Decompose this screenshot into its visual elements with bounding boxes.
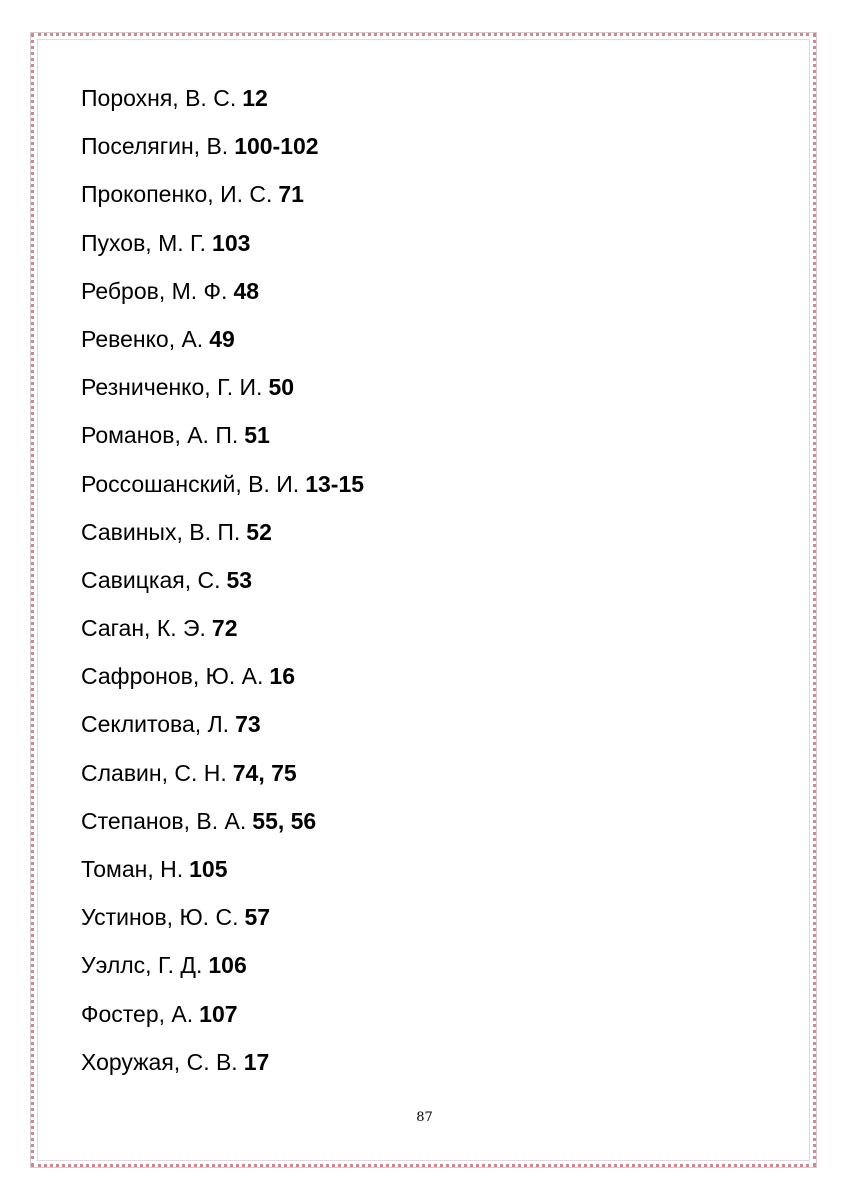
entry-pages: 71 [278,181,304,208]
index-entry [81,74,364,122]
index-entry [81,170,364,218]
entry-pages: 106 [208,952,247,979]
entry-pages: 73 [235,711,261,738]
page-number: 87 [416,1110,433,1125]
entry-name: Устинов, Ю. С. [81,904,239,931]
index-entry [81,990,364,1038]
index-entry [81,363,364,411]
entry-pages: 57 [244,904,271,931]
index-entry [81,941,364,989]
entry-name: Романов, А. П. [81,422,239,449]
entry-name: Секлитова, Л. [81,711,230,738]
entry-name: Саган, К. Э. [81,615,206,642]
entry-pages: 103 [212,229,251,256]
index-entry [81,652,364,700]
index-entry [81,749,364,797]
entry-name: Уэллс, Г. Д. [81,952,203,979]
entry-pages: 50 [268,374,295,401]
entry-name: Славин, С. Н. [81,759,227,786]
index-entry [81,604,364,652]
index-entry [81,1038,364,1086]
entry-name: Резниченко, Г. И. [81,374,263,401]
entry-name: Сафронов, Ю. А. [81,663,264,690]
entry-pages: 16 [269,663,295,690]
index-entry [81,797,364,845]
index-entry [81,845,364,893]
entry-name: Хоружая, С. В. [81,1048,238,1075]
entry-pages: 72 [211,615,238,642]
entry-pages: 12 [242,85,268,111]
entry-name: Фостер, А. [81,1000,194,1027]
entry-name: Степанов, В. А. [81,807,247,834]
entry-name: Савицкая, С. [81,566,221,593]
entry-name: Пухов, М. Г. [81,229,207,256]
entry-name: Томан, Н. [81,856,184,882]
index-entry [81,556,364,604]
index-entry [81,122,364,170]
entry-pages: 48 [233,277,260,304]
entry-pages: 13-15 [305,470,365,497]
entry-pages: 105 [189,856,228,882]
index-entry [81,460,364,508]
entry-pages: 53 [226,566,253,593]
entry-name: Савиных, В. П. [81,518,241,545]
entry-pages: 52 [246,518,272,545]
entry-name: Россошанский, В. И. [81,470,300,497]
entry-name: Прокопенко, И. С. [81,181,273,208]
entry-name: Ревенко, А. [81,325,204,352]
entry-name: Поселягин, В. [81,133,229,160]
index-entry [81,700,364,748]
name-index-list [81,74,364,1086]
index-entry [81,508,364,556]
entry-name: Ребров, М. Ф. [81,277,228,304]
entry-pages: 107 [199,1000,238,1027]
entry-pages: 51 [244,422,270,449]
index-entry [81,411,364,459]
index-entry [81,893,364,941]
entry-pages: 55, 56 [252,807,317,834]
entry-pages: 100-102 [234,133,319,160]
index-entry [81,219,364,267]
entry-pages: 74, 75 [232,759,297,786]
entry-pages: 49 [209,325,235,352]
index-entry [81,315,364,363]
entry-name: Порохня, В. С. [81,85,237,111]
entry-pages: 17 [243,1048,270,1075]
index-entry [81,267,364,315]
